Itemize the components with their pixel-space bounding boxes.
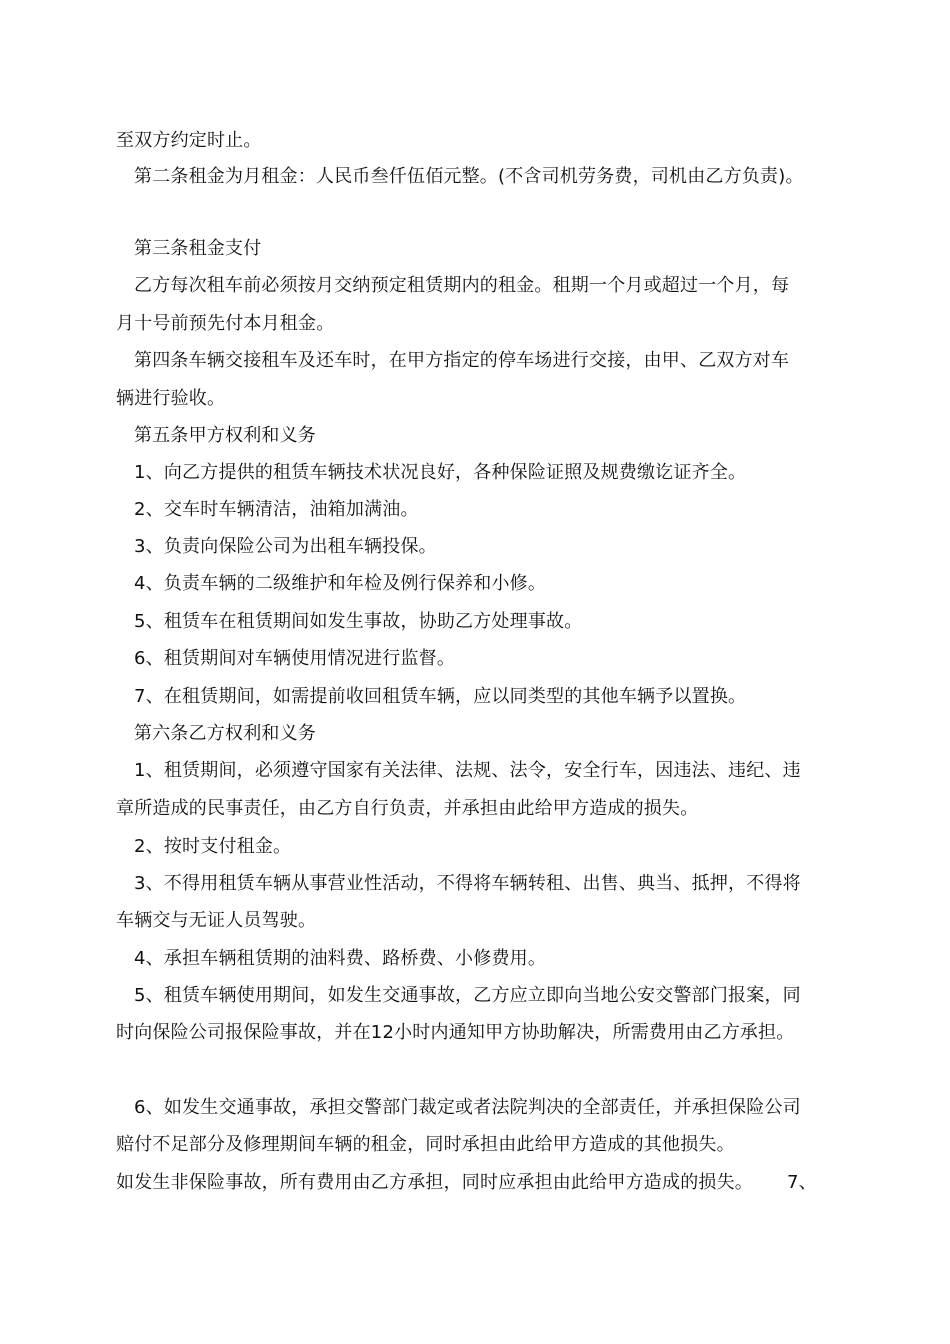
document-line: 至双方约定时止。 [116,130,262,151]
list-item: 6、租赁期间对车辆使用情况进行监督。 [134,648,456,669]
list-item: 2、交车时车辆清洁，油箱加满油。 [134,499,419,520]
list-item: 7、在租赁期间，如需提前收回租赁车辆，应以同类型的其他车辆予以置换。 [134,686,747,707]
list-item: 5、租赁车辆使用期间，如发生交通事故，乙方应立即向当地公安交警部门报案，同 [134,985,801,1006]
list-item: 1、向乙方提供的租赁车辆技术状况良好，各种保险证照及规费缴讫证齐全。 [134,462,747,483]
document-line: 赔付不足部分及修理期间车辆的租金，同时承担由此给甲方造成的其他损失。 [116,1134,735,1155]
list-item: 5、租赁车在租赁期间如发生事故，协助乙方处理事故。 [134,611,583,632]
list-item: 3、不得用租赁车辆从事营业性活动，不得将车辆转租、出售、典当、抵押，不得将 [134,873,801,894]
document-line [0,1171,950,1195]
list-item: 3、负责向保险公司为出租车辆投保。 [134,536,437,557]
document-line: 车辆交与无证人员驾驶。 [116,910,317,931]
list-item: 2、按时支付租金。 [134,836,292,857]
document-line: 月十号前预先付本月租金。 [116,313,335,334]
list-item: 4、承担车辆租赁期的油料费、路桥费、小修费用。 [134,948,547,969]
document-line: 章所造成的民事责任，由乙方自行负责，并承担由此给甲方造成的损失。 [116,798,699,819]
document-line: 乙方每次租车前必须按月交纳预定租赁期内的租金。租期一个月或超过一个月，每 [134,275,790,296]
document-line: 时向保险公司报保险事故，并在12小时内通知甲方协助解决，所需费用由乙方承担。 [116,1022,795,1043]
document-line: 第二条租金为月租金：人民币叁仟伍佰元整。(不含司机劳务费，司机由乙方负责)。 [134,166,804,187]
list-item: 6、如发生交通事故，承担交警部门裁定或者法院判决的全部责任，并承担保险公司 [134,1097,801,1118]
list-item: 4、负责车辆的二级维护和年检及例行保养和小修。 [134,573,547,594]
section-heading: 第五条甲方权利和义务 [134,425,316,446]
list-marker: 7、 [787,1172,817,1193]
section-heading: 第六条乙方权利和义务 [134,723,316,744]
section-heading: 第三条租金支付 [134,238,262,259]
document-line: 辆进行验收。 [116,388,226,409]
document-line: 第四条车辆交接租车及还车时，在甲方指定的停车场进行交接，由甲、乙双方对车 [134,350,790,371]
document-line-text: 如发生非保险事故，所有费用由乙方承担，同时应承担由此给甲方造成的损失。 [116,1172,753,1193]
list-item: 1、租赁期间，必须遵守国家有关法律、法规、法令，安全行车，因违法、违纪、违 [134,760,801,781]
